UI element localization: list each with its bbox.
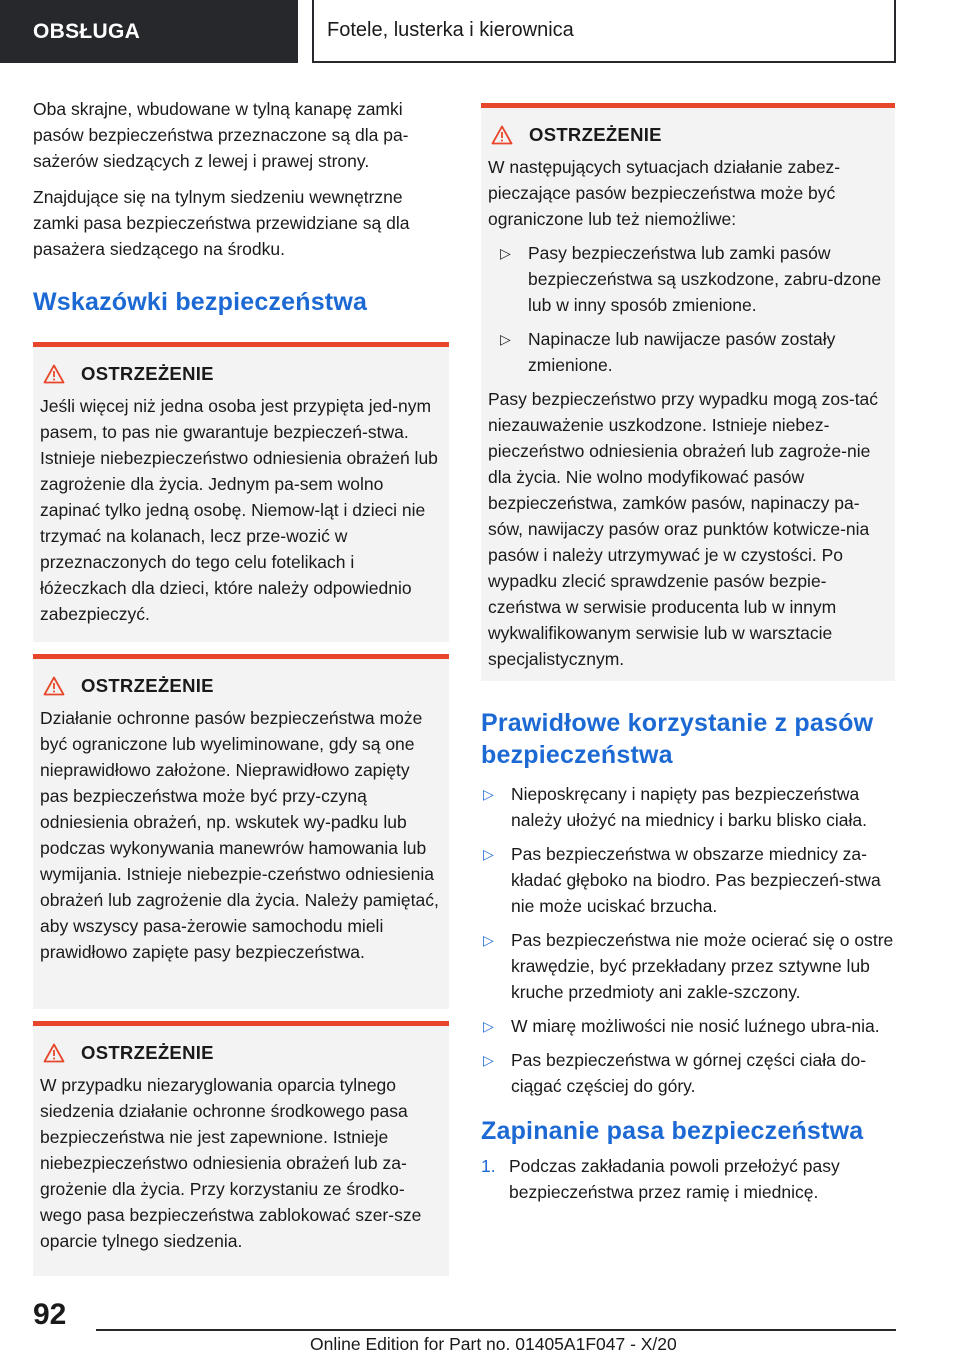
- list-item: [498, 240, 885, 318]
- section-title: OBSŁUGA: [33, 19, 141, 43]
- warning-title: OSTRZEŻENIE: [81, 675, 214, 696]
- list-item: [498, 326, 885, 378]
- section-heading: Wskazówki bezpieczeństwa: [33, 288, 368, 316]
- warning-text: Jeśli więcej niż jedna osoba jest przypięta jed-nym pasem, to pas nie gwarantuje bezpieczeń-stwa. Istnieje niebezpieczeństwo odniesienia obrażeń lub zagrożenie dla życia. Jednym pa-sem wolno zapinać tylko jedną osobę. Niemow-ląt i dzieci nie trzymać na kolanach, lecz prze-wozić w przeznaczonych do tego celu fotelikach i łóżeczkach dla dzieci, które należy odpowiednio zabezpieczyć.: [40, 396, 438, 624]
- warning-text: W przypadku niezaryglowania oparcia tylnego siedzenia działanie ochronne środkowego pasa bezpieczeństwa nie jest zapewnione. Istnieje niebezpieczeństwo odniesienia obrażeń lub za-grożenie dla życia. Przy korzystaniu ze środko-wego pasa bezpieczeństwa zablokować szer-sze oparcie tylnego siedzenia.: [40, 1075, 422, 1251]
- step-number: 1.: [481, 1156, 496, 1176]
- warning-triangle-icon: [43, 1043, 65, 1063]
- right-column: [481, 103, 895, 1205]
- footer-divider: [96, 1329, 896, 1331]
- list-item-text: Pasy bezpieczeństwa lub zamki pasów bezpieczeństwa są uszkodzone, zabru-dzone lub w inny sposób zmienione.: [528, 243, 882, 315]
- warning-title: OSTRZEŻENIE: [81, 363, 214, 384]
- footer-edition: Online Edition for Part no. 01405A1F047 - X/20: [310, 1334, 677, 1354]
- warning-box: [481, 103, 895, 681]
- warning-triangle-icon: [491, 125, 513, 145]
- triangle-bullet-icon: ▷: [500, 245, 511, 261]
- section-tab: [0, 0, 298, 63]
- list-item: [481, 781, 895, 833]
- triangle-bullet-icon: ▷: [483, 1052, 494, 1068]
- list-item: [481, 1047, 895, 1099]
- list-item-text: W miarę możliwości nie nosić luźnego ubra-nia.: [511, 1016, 880, 1036]
- chapter-title: Fotele, lusterka i kierownica: [327, 19, 574, 41]
- list-item-text: Pas bezpieczeństwa nie może ocierać się o ostre krawędzie, być przekładany przez sztywne lub kruche przedmioty ani zakle-szczony.: [511, 930, 894, 1002]
- warning-title: OSTRZEŻENIE: [81, 1042, 214, 1063]
- triangle-bullet-icon: ▷: [483, 932, 494, 948]
- paragraph: Znajdujące się na tylnym siedzeniu wewnętrzne zamki pasa bezpieczeństwa przewidziane są dla pasażera siedzącego na środku.: [33, 187, 410, 259]
- list-item-text: Nieposkręcany i napięty pas bezpieczeństwa należy ułożyć na miednicy i barku blisko ciała.: [511, 784, 867, 830]
- triangle-bullet-icon: ▷: [483, 1018, 494, 1034]
- warning-box: [33, 1021, 449, 1276]
- warning-box: [33, 342, 449, 642]
- triangle-bullet-icon: ▷: [500, 331, 511, 347]
- warning-triangle-icon: [43, 364, 65, 384]
- warning-text: W następujących sytuacjach działanie zabez-pieczające pasów bezpieczeństwa może być ograniczone lub też niemożliwe:: [488, 157, 841, 229]
- triangle-bullet-icon: ▷: [483, 846, 494, 862]
- list-item: [481, 1013, 895, 1039]
- warning-box: [33, 654, 449, 1009]
- warning-title: OSTRZEŻENIE: [529, 124, 662, 145]
- warning-triangle-icon: [43, 676, 65, 696]
- list-item-text: Pas bezpieczeństwa w górnej części ciała do-ciągać częściej do góry.: [511, 1050, 867, 1096]
- left-column: [33, 96, 449, 1276]
- section-heading: Zapinanie pasa bezpieczeństwa: [481, 1117, 864, 1145]
- list-item: [481, 841, 895, 919]
- page-number: 92: [33, 1298, 67, 1331]
- triangle-bullet-icon: ▷: [483, 786, 494, 802]
- step-item: [481, 1153, 895, 1205]
- step-text: Podczas zakładania powoli przełożyć pasy bezpieczeństwa przez ramię i miednicę.: [509, 1156, 840, 1202]
- section-heading: Prawidłowe korzystanie z pasów bezpieczeństwa: [481, 709, 874, 769]
- paragraph: Oba skrajne, wbudowane w tylną kanapę zamki pasów bezpieczeństwa przeznaczone są dla pa-sażerów siedzących z lewej i prawej strony.: [33, 99, 409, 171]
- list-item-text: Pas bezpieczeństwa w obszarze miednicy za-kładać głęboko na biodro. Pas bezpieczeń-stwa nie może uciskać brzucha.: [511, 844, 881, 916]
- list-item-text: Napinacze lub nawijacze pasów zostały zmienione.: [528, 329, 836, 375]
- warning-text: Pasy bezpieczeństwo przy wypadku mogą zos-tać niezauważenie uszkodzone. Istnieje niebez-pieczeństwo odniesienia obrażeń lub zagroże-nie dla życia. Nie wolno modyfikować pasów bezpieczeństwa, zamków pasów, napinaczy pa-sów, nawijaczy pasów oraz punktów kotwicze-nia pasów i należy utrzymywać je w czystości. Po wypadku zlecić sprawdzenie pasów bezpie-czeństwa w serwisie producenta lub w innym wykwalifikowanym serwisie lub w warsztacie specjalistycznym.: [488, 389, 879, 669]
- warning-text: Działanie ochronne pasów bezpieczeństwa może być ograniczone lub wyeliminowane, gdy są one nieprawidłowo założone. Nieprawidłowo zapięty pas bezpieczeństwa może być przy-czyną odniesienia obrażeń, np. wskutek wy-padku lub podczas wykonywania manewrów hamowania lub wymijania. Istnieje niebezpie-czeństwo odniesienia obrażeń lub zagrożenie dla życia. Należy pamiętać, aby wszyscy pasa-żerowie samochodu mieli prawidłowo zapięte pasy bezpieczeństwa.: [40, 708, 439, 962]
- list-item: [481, 927, 895, 1005]
- chapter-header: [312, 0, 896, 63]
